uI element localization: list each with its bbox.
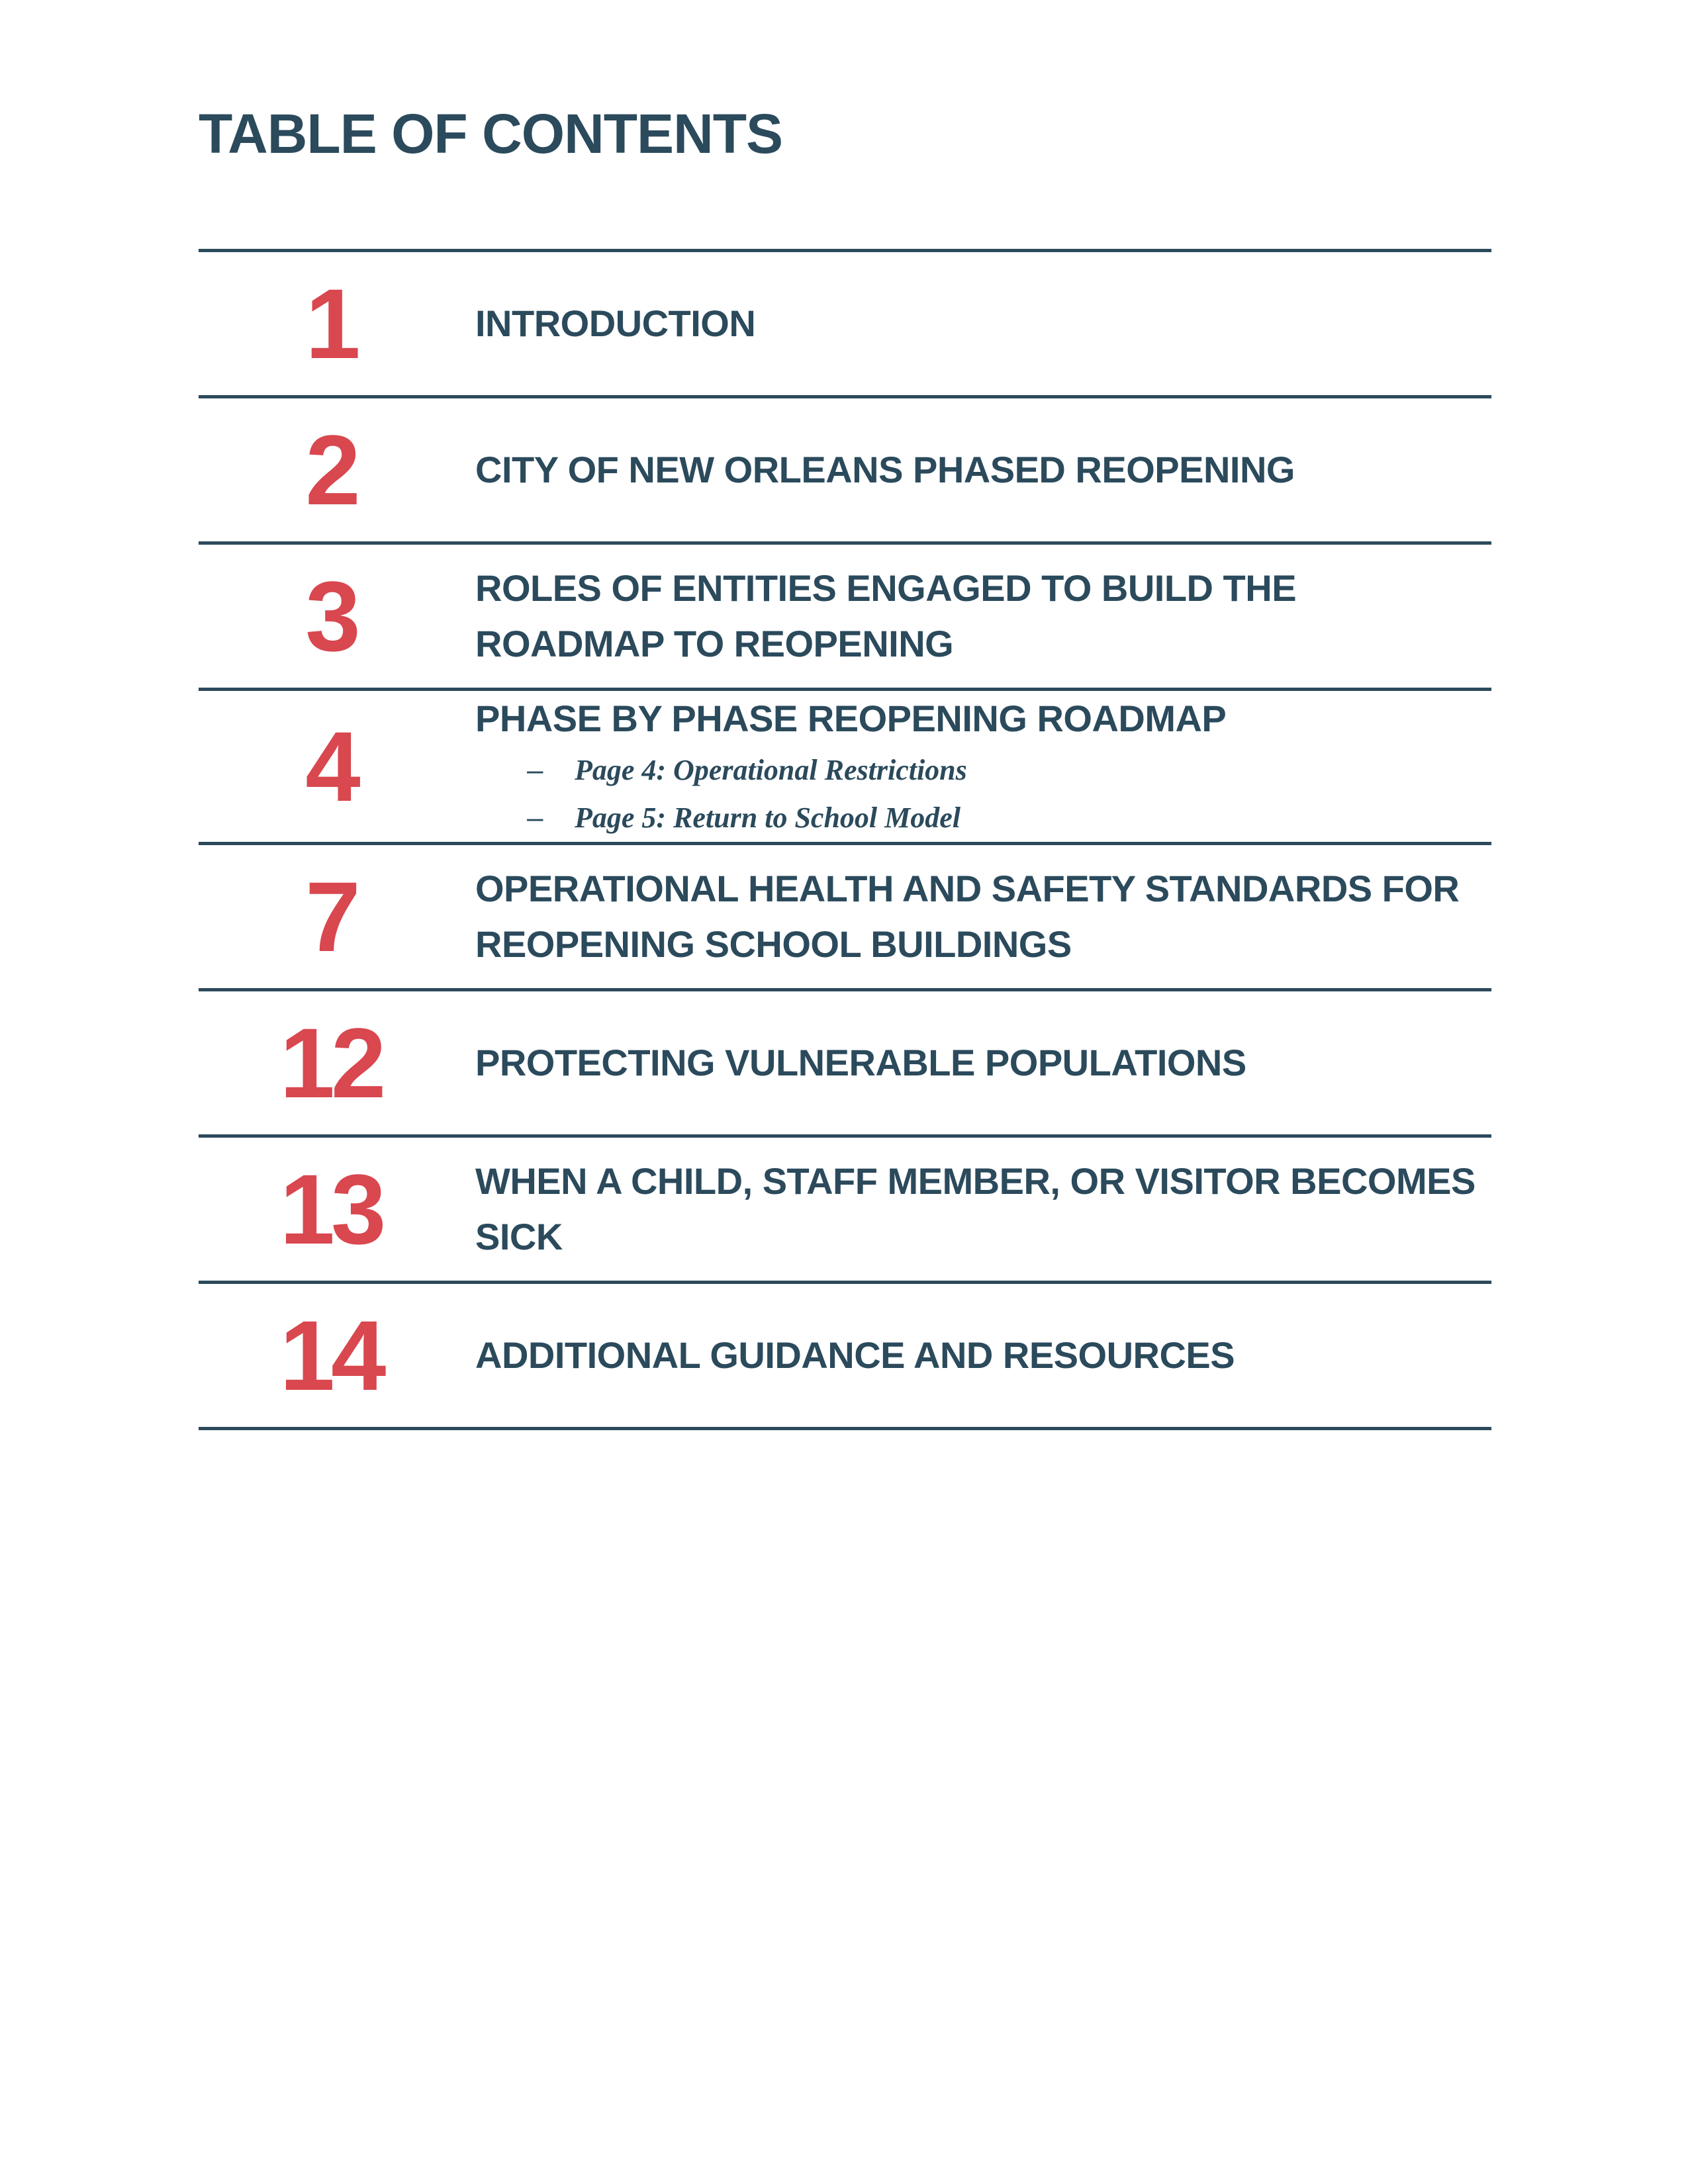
toc-entry-health-safety-standards[interactable] <box>199 845 1491 991</box>
toc-entry-content <box>475 1138 1491 1281</box>
toc-entry-title: INTRODUCTION <box>475 302 756 344</box>
toc-subitems <box>475 747 1491 842</box>
toc-entry-content <box>475 252 1491 395</box>
toc-page-number: 3 <box>305 561 357 672</box>
toc-entry-introduction[interactable] <box>199 252 1491 398</box>
toc-subitem-label: Page 5: Return to School Model <box>575 801 961 834</box>
toc-entry-content <box>475 398 1491 541</box>
toc-entry-title: OPERATIONAL HEALTH AND SAFETY STANDARDS FOR REOPENING SCHOOL BUILDINGS <box>475 868 1460 965</box>
toc-page-number: 7 <box>305 861 357 972</box>
dash-bullet: – <box>527 754 543 786</box>
toc-entry-content <box>475 991 1491 1134</box>
toc-page-number: 12 <box>279 1007 383 1118</box>
toc-entry-content <box>475 1284 1491 1427</box>
toc-entry-additional-guidance[interactable] <box>199 1284 1491 1430</box>
toc-entry-title: ADDITIONAL GUIDANCE AND RESOURCES <box>475 1334 1235 1376</box>
toc-subitem-operational-restrictions[interactable] <box>475 747 1491 794</box>
toc-entry-title: ROLES OF ENTITIES ENGAGED TO BUILD THE ROADMAP TO REOPENING <box>475 567 1297 664</box>
toc-entry-reopening-roadmap[interactable] <box>199 691 1491 845</box>
toc-entry-title: PHASE BY PHASE REOPENING ROADMAP <box>475 698 1227 739</box>
toc-subitem-label: Page 4: Operational Restrictions <box>575 754 967 786</box>
toc-entry-title: PROTECTING VULNERABLE POPULATIONS <box>475 1042 1246 1083</box>
toc-entry-becomes-sick[interactable] <box>199 1138 1491 1284</box>
toc-entry-content <box>475 545 1491 688</box>
table-of-contents <box>199 249 1491 1430</box>
toc-page-number: 4 <box>305 711 357 822</box>
toc-page-number: 13 <box>279 1154 383 1265</box>
toc-entry-roles-of-entities[interactable] <box>199 545 1491 691</box>
toc-page-number: 14 <box>279 1300 383 1411</box>
toc-entry-content <box>475 691 1491 842</box>
toc-subitem-return-to-school-model[interactable] <box>475 794 1491 842</box>
toc-page-number: 2 <box>305 414 357 525</box>
toc-entry-phased-reopening[interactable] <box>199 398 1491 545</box>
toc-entry-content <box>475 845 1491 988</box>
page-title: TABLE OF CONTENTS <box>199 103 783 165</box>
toc-entry-vulnerable-populations[interactable] <box>199 991 1491 1138</box>
toc-entry-title: WHEN A CHILD, STAFF MEMBER, OR VISITOR BECOMES SICK <box>475 1160 1476 1257</box>
toc-page-number: 1 <box>305 268 357 379</box>
dash-bullet: – <box>527 801 543 834</box>
toc-entry-title: CITY OF NEW ORLEANS PHASED REOPENING <box>475 449 1295 490</box>
